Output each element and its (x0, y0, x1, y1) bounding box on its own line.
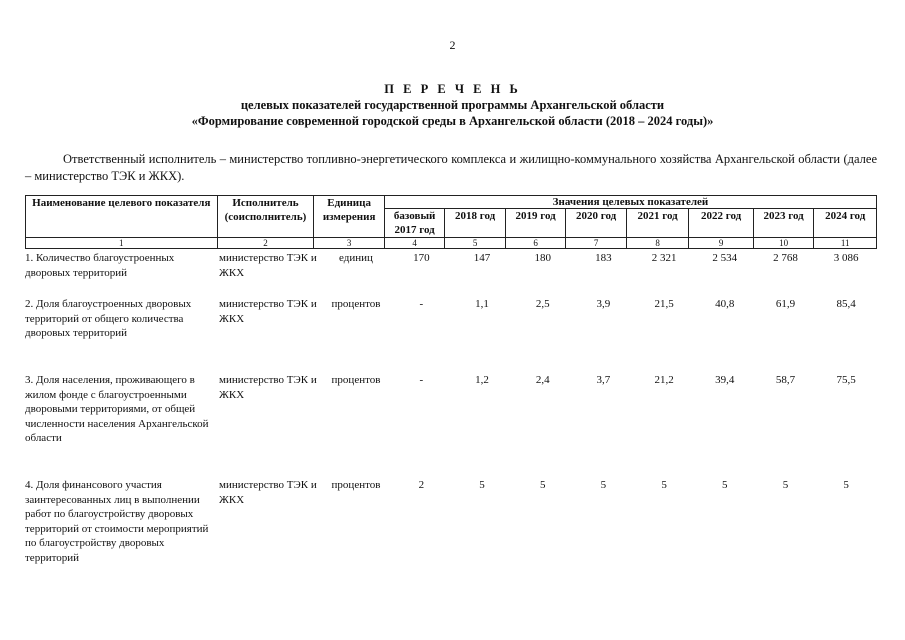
column-number: 10 (753, 238, 813, 249)
indicator-executor: министерство ТЭК и ЖКХ (219, 479, 317, 506)
indicator-name: 2. Доля благоустроенных дворовых территорий от общего количества дворовых территорий (25, 298, 192, 339)
table-row (25, 297, 877, 373)
indicator-value: 5 (843, 479, 849, 491)
column-number: 8 (626, 238, 689, 249)
indicator-value: - (419, 374, 424, 386)
page-number: 2 (449, 38, 456, 52)
indicator-value: 3 086 (833, 252, 859, 264)
header-year: 2023 год (753, 209, 813, 238)
header-year: 2019 год (505, 209, 565, 238)
indicator-unit: процентов (331, 479, 381, 491)
indicator-value: 58,7 (775, 374, 796, 386)
indicator-value: 2,5 (535, 298, 550, 310)
indicator-value: 3,9 (596, 298, 611, 310)
table-row (25, 373, 877, 478)
header-year: 2022 год (689, 209, 754, 238)
table-row (25, 478, 877, 608)
indicator-value: 5 (600, 479, 607, 491)
indicator-value: 5 (661, 479, 667, 491)
indicator-unit: процентов (331, 298, 381, 310)
indicator-value: 5 (539, 479, 546, 491)
indicator-executor: министерство ТЭК и ЖКХ (219, 252, 317, 279)
indicator-value: 147 (473, 252, 491, 264)
indicator-value: 75,5 (836, 374, 856, 386)
indicator-value: 85,4 (836, 298, 856, 310)
indicators-table-body (25, 251, 877, 608)
indicator-name: 3. Доля населения, проживающего в жилом фонде с благоустроенными дворовыми территориями, от общей численности населения Архангельской области (25, 374, 209, 444)
indicator-value: 5 (722, 479, 728, 491)
column-number: 7 (566, 238, 626, 249)
column-number: 2 (217, 238, 314, 249)
column-number: 5 (445, 238, 505, 249)
indicator-value: 1,2 (475, 374, 489, 386)
column-number: 4 (384, 238, 444, 249)
indicator-value: 21,2 (654, 374, 674, 386)
indicator-value: 1,1 (475, 298, 489, 310)
indicator-name: 1. Количество благоустроенных дворовых территорий (25, 252, 175, 279)
indicator-value: 61,9 (775, 298, 796, 310)
header-values-group: Значения целевых показателей (384, 196, 876, 209)
header-year: базовый 2017 год (384, 209, 444, 238)
document-title: П Е Р Е Ч Е Н Ь (384, 82, 521, 96)
intro-paragraph: Ответственный исполнитель – министерство топливно-энергетического комплекса и жилищно-коммунального хозяйства Архангельской области (далее – министерство ТЭК и ЖКХ). (25, 152, 877, 183)
header-executor: Исполнитель (соисполнитель) (217, 196, 314, 238)
indicator-value: 2 (418, 479, 425, 491)
column-number: 3 (314, 238, 385, 249)
indicator-value: 2 321 (651, 252, 677, 264)
indicator-value: 180 (534, 252, 551, 264)
column-number: 11 (814, 238, 877, 249)
indicator-executor: министерство ТЭК и ЖКХ (219, 298, 317, 325)
program-name: «Формирование современной городской среды в Архангельской области (2018 – 2024 годы)» (191, 114, 714, 128)
table-row (25, 251, 877, 297)
document-subtitle: целевых показателей государственной программы Архангельской области (240, 98, 665, 112)
indicator-value: 2 768 (773, 252, 798, 264)
indicator-value: 5 (782, 479, 789, 491)
header-year: 2018 год (445, 209, 505, 238)
column-number: 9 (689, 238, 754, 249)
indicator-value: 2,4 (535, 374, 550, 386)
indicator-value: 21,5 (654, 298, 674, 310)
header-year: 2021 год (626, 209, 689, 238)
header-year: 2024 год (814, 209, 877, 238)
header-unit: Единица измерения (314, 196, 385, 238)
indicator-value: 39,4 (715, 374, 735, 386)
indicator-name: 4. Доля финансового участия заинтересованных лиц в выполнении работ по благоустройству дворовых территорий от стоимости мероприятий по благоустройству дворовых территорий (25, 479, 209, 564)
indicator-value: 183 (595, 252, 612, 264)
indicator-value: 3,7 (596, 374, 611, 386)
indicator-value: - (419, 298, 424, 310)
indicator-executor: министерство ТЭК и ЖКХ (219, 374, 317, 401)
column-number: 1 (26, 238, 218, 249)
indicator-value: 170 (413, 252, 430, 264)
indicator-unit: единиц (339, 252, 373, 264)
column-number: 6 (505, 238, 565, 249)
indicators-table-header (25, 195, 877, 249)
indicator-value: 5 (479, 479, 485, 491)
indicator-unit: процентов (331, 374, 381, 386)
header-year: 2020 год (566, 209, 626, 238)
indicator-value: 40,8 (715, 298, 735, 310)
header-name: Наименование целевого показателя (26, 196, 218, 238)
indicator-value: 2 534 (712, 252, 738, 264)
